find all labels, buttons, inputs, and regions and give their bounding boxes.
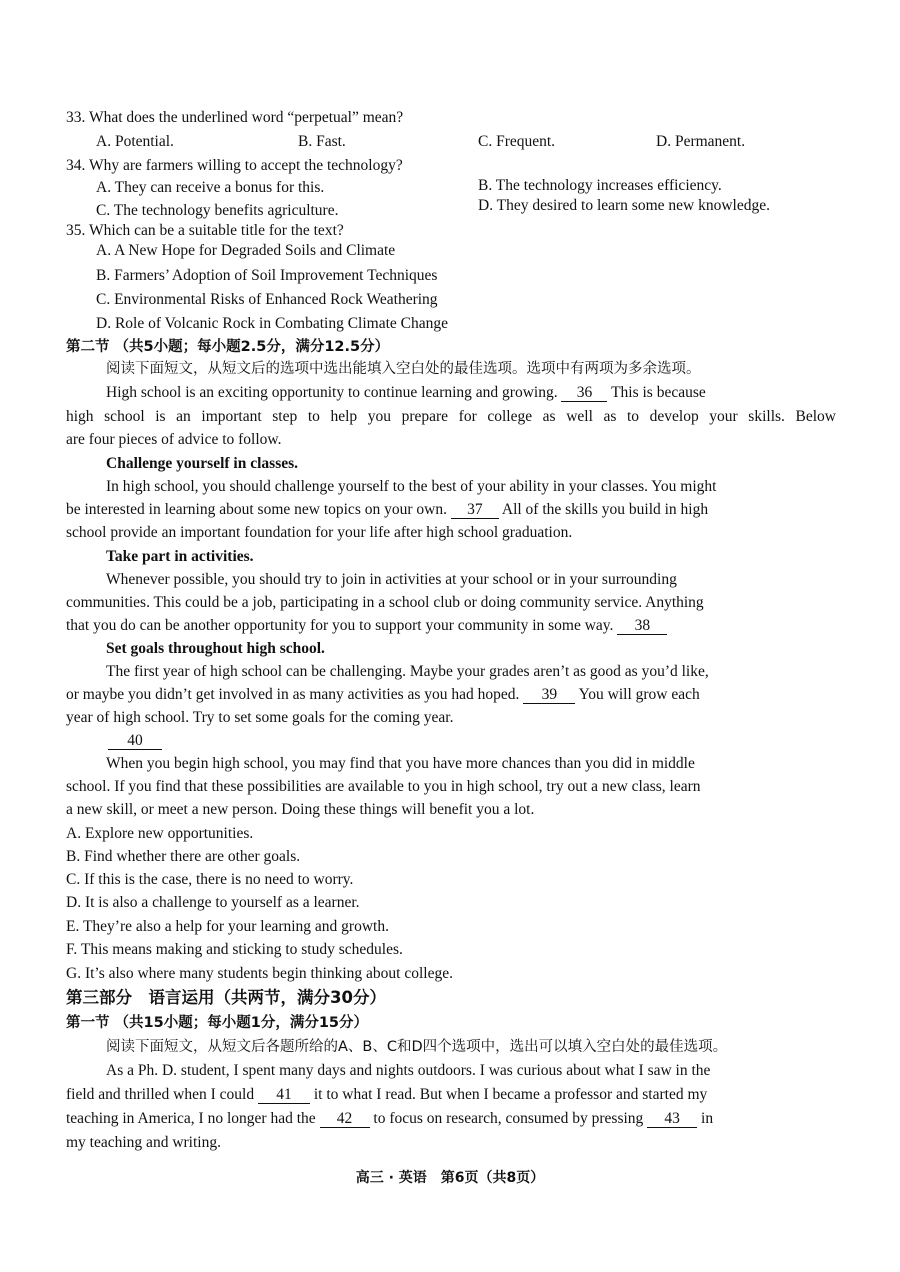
passage-line [66, 1109, 836, 1129]
passage-line [66, 500, 836, 520]
passage-text: teaching in America, I no longer had the [66, 1110, 316, 1127]
passage-line [66, 685, 836, 705]
passage-line: are four pieces of advice to follow. [66, 431, 282, 448]
part3-heading: 第三部分 语言运用（共两节，满分30分） [66, 988, 386, 1007]
passage-line: When you begin high school, you may find that you have more chances than you did in middle [106, 755, 695, 772]
q33-stem: 33. What does the underlined word “perpetual” mean? [66, 109, 404, 126]
passage-text: This is because [611, 384, 706, 401]
q34-option-d: D. They desired to learn some new knowledge. [478, 197, 770, 214]
page-footer: 高三 · 英语 第6页（共8页） [355, 1170, 545, 1186]
advice-heading-1: Challenge yourself in classes. [106, 455, 299, 472]
choice-option-b: B. Find whether there are other goals. [66, 848, 301, 865]
passage-text: that you do can be another opportunity for you to support your community in some way. [66, 617, 614, 634]
passage-line: As a Ph. D. student, I spent many days and nights outdoors. I was curious about what I saw in the [106, 1062, 711, 1079]
q35-option-d: D. Role of Volcanic Rock in Combating Climate Change [96, 315, 449, 332]
q33-option-c: C. Frequent. [478, 133, 556, 150]
q35-option-a: A. A New Hope for Degraded Soils and Climate [96, 242, 396, 259]
q34-option-a: A. They can receive a bonus for this. [96, 179, 325, 196]
q34-option-c: C. The technology benefits agriculture. [96, 202, 339, 219]
passage-line: school. If you find that these possibilities are available to you in high school, try out a new class, learn [66, 778, 701, 795]
blank-37[interactable]: 37 [451, 502, 499, 519]
passage-line: Whenever possible, you should try to join in activities at your school or in your surrounding [106, 571, 677, 588]
passage-line: a new skill, or meet a new person. Doing these things will benefit you a lot. [66, 801, 535, 818]
blank-43[interactable]: 43 [647, 1111, 697, 1128]
section2-heading: 第二节 （共5小题；每小题2.5分，满分12.5分） [66, 339, 390, 355]
passage-line: communities. This could be a job, participating in a school club or doing community service. Anything [66, 594, 704, 611]
q33-option-b: B. Fast. [298, 133, 346, 150]
part3-instruction: 阅读下面短文，从短文后各题所给的A、B、C和D四个选项中，选出可以填入空白处的最佳选项。 [106, 1039, 728, 1055]
passage-text: You will grow each [578, 686, 700, 703]
part3-section1-heading: 第一节 （共15小题；每小题1分，满分15分） [66, 1015, 368, 1031]
advice-heading-3: Set goals throughout high school. [106, 640, 325, 657]
q35-option-c: C. Environmental Risks of Enhanced Rock Weathering [96, 291, 438, 308]
passage-text: All of the skills you build in high [501, 501, 709, 518]
blank-40-line [108, 731, 162, 751]
choice-option-d: D. It is also a challenge to yourself as a learner. [66, 894, 360, 911]
passage-line: year of high school. Try to set some goals for the coming year. [66, 709, 454, 726]
passage-line [106, 383, 706, 403]
q33-option-d: D. Permanent. [656, 133, 746, 150]
passage-line: In high school, you should challenge yourself to the best of your ability in your classes. You might [106, 478, 717, 495]
passage-line: high school is an important step to help you prepare for college as well as to develop your skills. Below [66, 408, 836, 425]
q35-stem: 35. Which can be a suitable title for the text? [66, 222, 344, 239]
passage-text: to focus on research, consumed by pressing [373, 1110, 644, 1127]
choice-option-g: G. It’s also where many students begin thinking about college. [66, 965, 453, 982]
q35-option-b: B. Farmers’ Adoption of Soil Improvement Techniques [96, 267, 438, 284]
passage-line [66, 616, 836, 636]
section2-instruction: 阅读下面短文，从短文后的选项中选出能填入空白处的最佳选项。选项中有两项为多余选项。 [106, 361, 701, 377]
passage-line: my teaching and writing. [66, 1134, 221, 1151]
q33-option-a: A. Potential. [96, 133, 174, 150]
passage-text: it to what I read. But when I became a professor and started my [313, 1086, 708, 1103]
passage-text: field and thrilled when I could [66, 1086, 255, 1103]
passage-line: school provide an important foundation for your life after high school graduation. [66, 524, 573, 541]
passage-text: High school is an exciting opportunity to continue learning and growing. [106, 384, 558, 401]
choice-option-a: A. Explore new opportunities. [66, 825, 254, 842]
blank-40[interactable]: 40 [108, 733, 162, 750]
blank-36[interactable]: 36 [561, 385, 607, 402]
advice-heading-2: Take part in activities. [106, 548, 254, 565]
blank-38[interactable]: 38 [617, 618, 667, 635]
passage-text: be interested in learning about some new topics on your own. [66, 501, 447, 518]
blank-39[interactable]: 39 [523, 687, 575, 704]
passage-text: in [701, 1110, 714, 1127]
passage-line: The first year of high school can be challenging. Maybe your grades aren’t as good as you’d like, [106, 663, 709, 680]
choice-option-e: E. They’re also a help for your learning and growth. [66, 918, 389, 935]
choice-option-c: C. If this is the case, there is no need to worry. [66, 871, 354, 888]
q34-stem: 34. Why are farmers willing to accept the technology? [66, 157, 403, 174]
passage-line [66, 1085, 836, 1105]
choice-option-f: F. This means making and sticking to study schedules. [66, 941, 403, 958]
blank-41[interactable]: 41 [258, 1087, 310, 1104]
passage-text: or maybe you didn’t get involved in as many activities as you had hoped. [66, 686, 520, 703]
blank-42[interactable]: 42 [320, 1111, 370, 1128]
q34-option-b: B. The technology increases efficiency. [478, 177, 722, 194]
